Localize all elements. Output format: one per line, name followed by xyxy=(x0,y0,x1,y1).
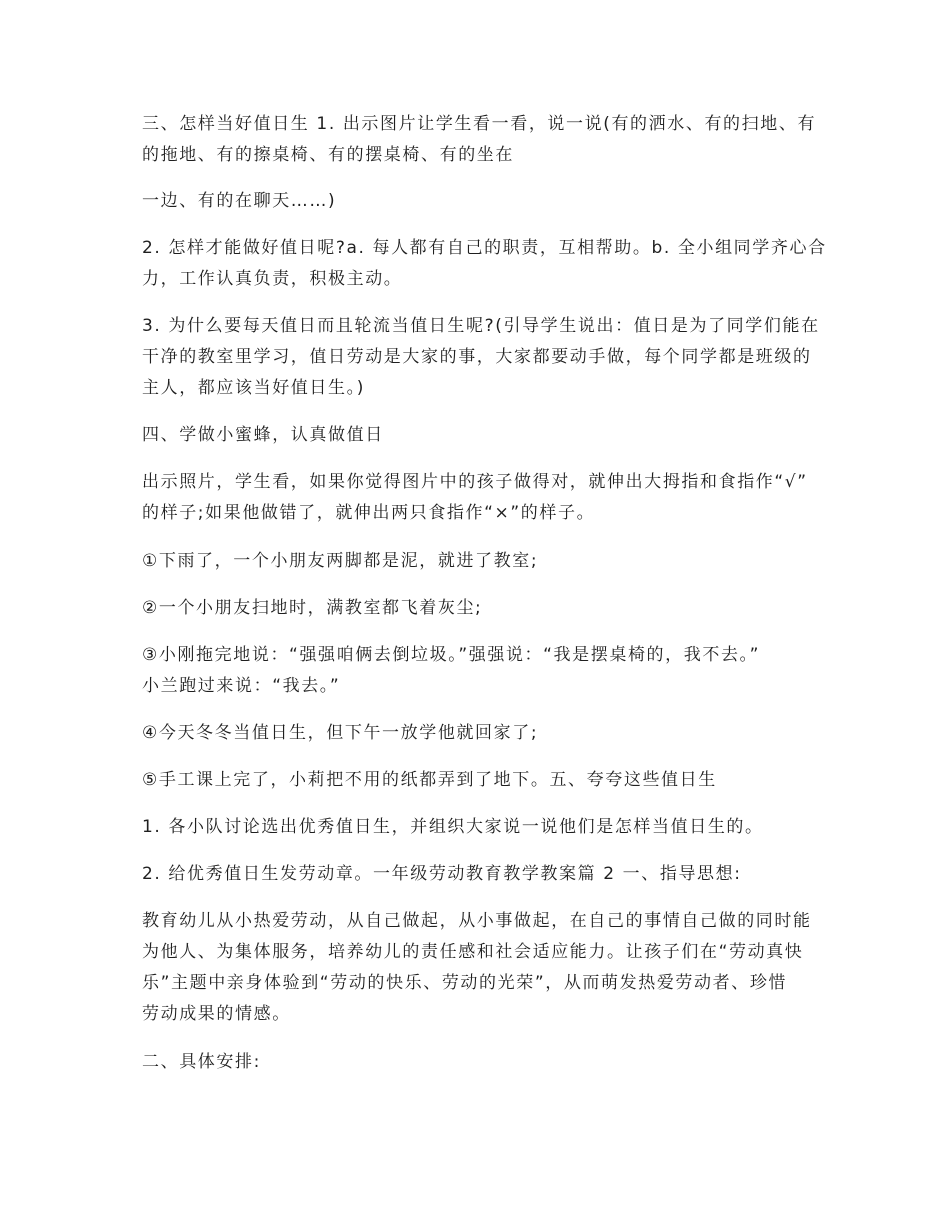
text-line: 的拖地、有的擦桌椅、有的摆桌椅、有的坐在 xyxy=(142,145,514,165)
text-line: ⑤手工课上完了，小莉把不用的纸都弄到了地下。五、夸夸这些值日生 xyxy=(142,770,717,790)
text-line: 主人，都应该当好值日生。) xyxy=(142,378,365,398)
paragraph-section-three-heading xyxy=(142,109,817,171)
paragraph-scenario-2 xyxy=(142,593,814,624)
paragraph-item-3 xyxy=(142,311,820,404)
text-line: 劳动成果的情感。 xyxy=(142,1004,291,1024)
paragraph-continuation xyxy=(142,186,814,217)
paragraph-section-four-heading xyxy=(142,420,814,451)
text-line: 教育幼儿从小热爱劳动，从自己做起，从小事做起，在自己的事情自己做的同时能 xyxy=(142,911,812,931)
paragraph-scenario-3 xyxy=(142,640,814,702)
paragraph-show-photos xyxy=(142,467,814,529)
paragraph-scenario-4 xyxy=(142,718,814,749)
text-line: ②一个小朋友扫地时，满教室都飞着灰尘; xyxy=(142,598,483,618)
paragraph-scenario-5 xyxy=(142,765,814,796)
text-line: 小兰跑过来说：“我去。” xyxy=(142,676,341,696)
text-line: 3. 为什么要每天值日而且轮流当值日生呢?(引导学生说出：值日是为了同学们能在 xyxy=(142,316,820,336)
paragraph-praise-item-1 xyxy=(142,812,814,843)
text-line: ①下雨了，一个小朋友两脚都是泥，就进了教室; xyxy=(142,551,539,571)
text-line: 三、怎样当好值日生 1. 出示图片让学生看一看，说一说(有的洒水、有的扫地、有 xyxy=(142,114,817,134)
paragraph-section-two-heading xyxy=(142,1047,814,1078)
paragraph-guiding-thought xyxy=(142,906,814,1030)
text-line: 2. 怎样才能做好值日呢?a. 每人都有自己的职责，互相帮助。b. 全小组同学齐心合 xyxy=(142,238,827,258)
text-line: 四、学做小蜜蜂，认真做值日 xyxy=(142,425,384,445)
text-line: 出示照片，学生看，如果你觉得图片中的孩子做得对，就伸出大拇指和食指作“√” xyxy=(142,472,808,492)
text-line: 乐”主题中亲身体验到“劳动的快乐、劳动的光荣”，从而萌发热爱劳动者、珍惜 xyxy=(142,973,788,993)
text-line: 1. 各小队讨论选出优秀值日生，并组织大家说一说他们是怎样当值日生的。 xyxy=(142,817,764,837)
paragraph-praise-item-2 xyxy=(142,859,814,890)
paragraph-item-2 xyxy=(142,233,827,295)
text-line: 2. 给优秀值日生发劳动章。一年级劳动教育教学教案篇 2 一、指导思想: xyxy=(142,864,742,884)
text-line: ③小刚拖完地说：“强强咱俩去倒垃圾。”强强说：“我是摆桌椅的，我不去。” xyxy=(142,645,761,665)
text-line: 干净的教室里学习，值日劳动是大家的事，大家都要动手做，每个同学都是班级的 xyxy=(142,347,812,367)
text-line: 为他人、为集体服务，培养幼儿的责任感和社会适应能力。让孩子们在“劳动真快 xyxy=(142,942,804,962)
text-line: 的样子;如果他做错了，就伸出两只食指作“×”的样子。 xyxy=(142,503,596,523)
text-line: 力，工作认真负责，积极主动。 xyxy=(142,269,403,289)
text-line: 二、具体安排: xyxy=(142,1052,261,1072)
text-line: ④今天冬冬当值日生，但下午一放学他就回家了; xyxy=(142,723,539,743)
paragraph-scenario-1 xyxy=(142,546,814,577)
text-line: 一边、有的在聊天……) xyxy=(142,191,337,211)
